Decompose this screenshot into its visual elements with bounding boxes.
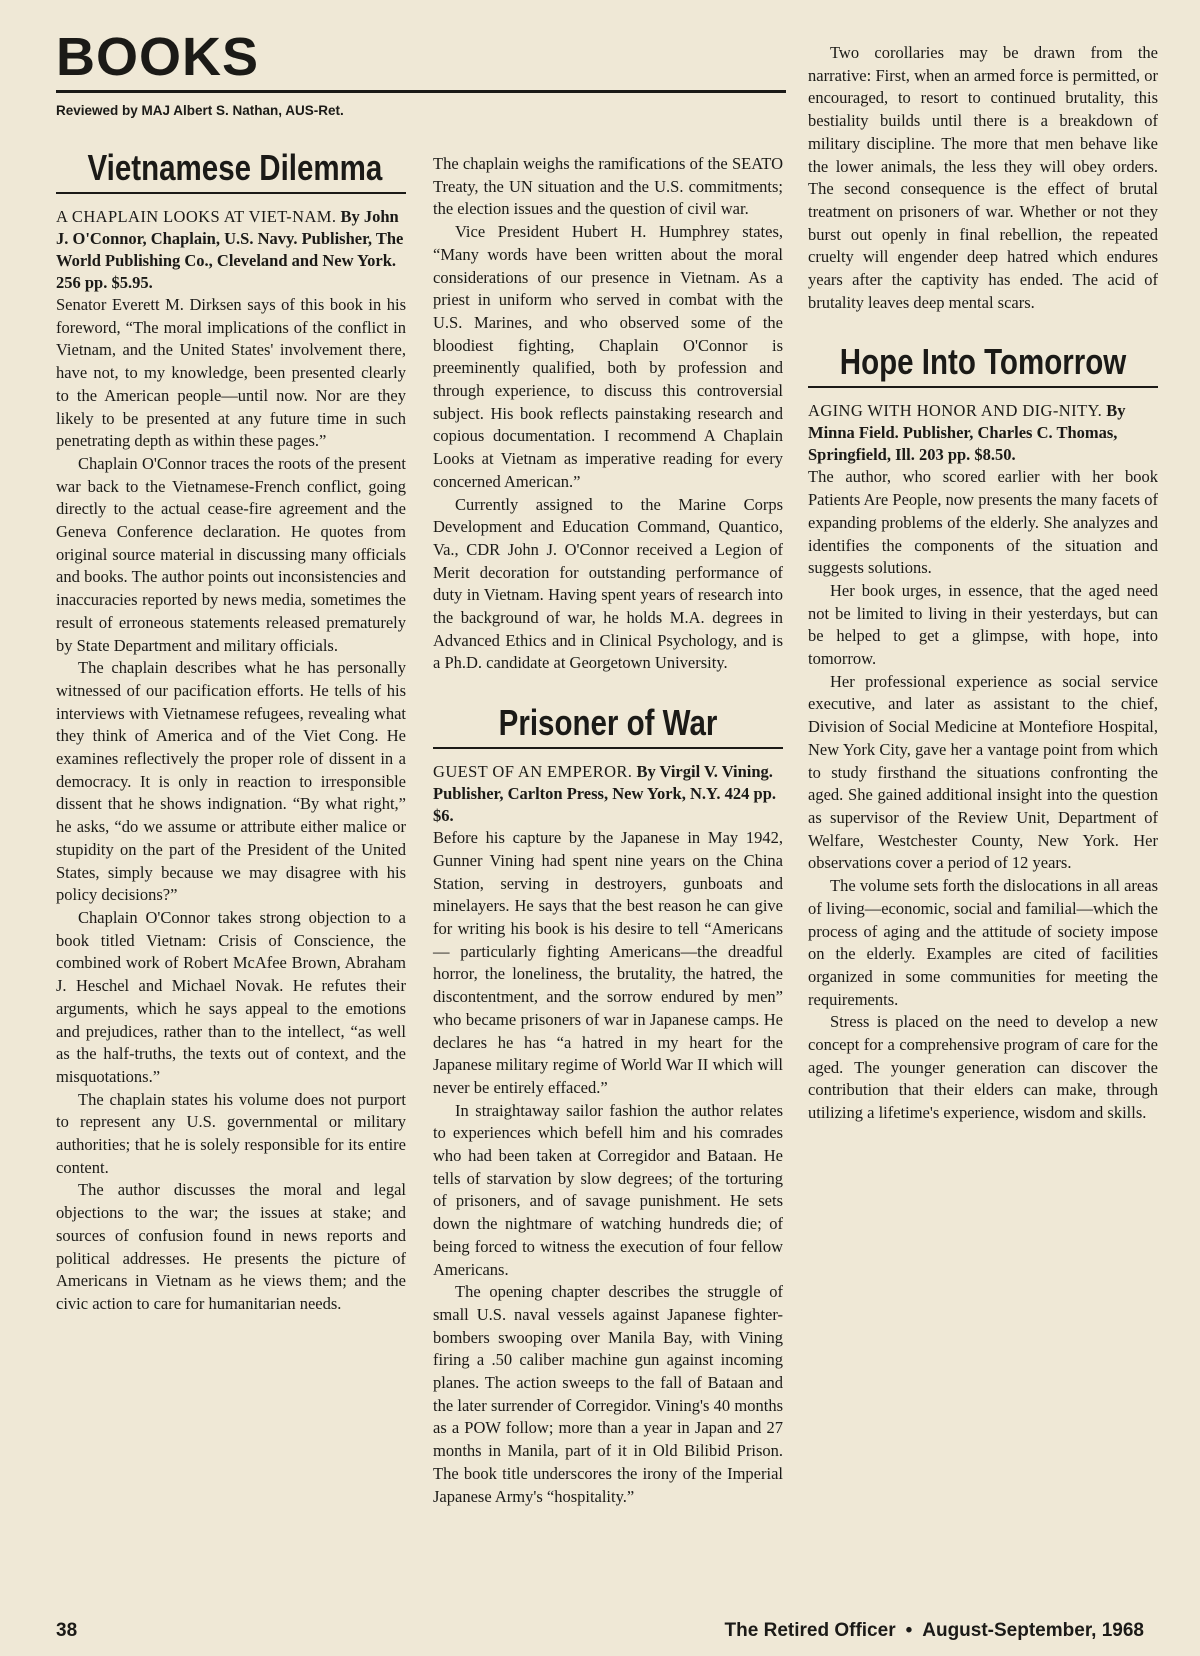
column-1 (56, 148, 406, 1316)
section-header (56, 28, 786, 118)
review-paragraph: The chaplain states his volume does not purport to represent any U.S. governmental or military authorities; that he is solely responsible for its entire content. (56, 1089, 406, 1177)
footer-bullet: • (905, 1620, 913, 1641)
review-paragraph: The volume sets forth the dislocations in all areas of living—economic, social and familial—which the process of aging and the attitude of society impose on the elderly. Examples are cited of facilities organized in some communities for meeting the requirements. (808, 876, 1158, 1009)
section-title: BOOKS (56, 27, 260, 87)
book-details: By Virgil V. Vining. Publisher, Carlton Press, New York, N.Y. 424 pp. $6. (433, 762, 777, 826)
review-paragraph: Stress is placed on the need to develop a new concept for a comprehensive program of care for the aged. The younger generation can discover the contribution that their elders can make, through utilizing a lifetime's experience, wisdom and skills. (808, 1012, 1158, 1123)
review-paragraph: Chaplain O'Connor traces the roots of the present war back to the Vietnamese-French conflict, going directly to the actual cease-fire agreement and the Geneva Conference declaration. He quotes from original source material in discussing many officials and books. The author points out inconsistencies and inaccuracies reported by news media, sometimes the result of erroneous statements released prematurely by State Department and military officials. (56, 453, 406, 655)
book-title: A CHAPLAIN LOOKS AT VIET-NAM. (56, 207, 337, 226)
column-2 (433, 153, 783, 1508)
issue-date: August-September, 1968 (922, 1620, 1144, 1641)
publication-name: The Retired Officer (724, 1620, 896, 1641)
review-title: Vietnamese Dilemma (87, 147, 383, 188)
review-paragraph: The chaplain describes what he has personally witnessed of our pacification efforts. He tells of his interviews with Vietnamese refugees, revealing what they think of America and of the Viet Cong. He examines reflectively the proper role of dissent in a democracy. It is only in reaction to irresponsible dissent that he shows indignation. “By what right,” he asks, “do we assume or attribute either malice or stupidity on the part of the President of the United States, simply because we may disagree with his policy decisions?” (56, 658, 406, 905)
book-details: By John J. O'Connor, Chaplain, U.S. Navy. Publisher, The World Publishing Co., Cleveland and New York. 256 pp. $5.95. (56, 207, 404, 292)
review-title: Hope Into Tomorrow (839, 341, 1127, 383)
review-prisoner-of-war (433, 703, 783, 1508)
title-rule (808, 386, 1158, 388)
title-rule (56, 192, 406, 194)
review-paragraph: Chaplain O'Connor takes strong objection to a book titled Vietnam: Crisis of Conscience, the combined work of Robert McAfee Brown, Abraham J. Heschel and Michael Novak. He refutes their arguments, which he says appeal to the emotions and prejudices, rather than to the intellect, “as well as the half-truths, the texts out of context, and the misquotations.” (56, 907, 406, 1086)
book-title: GUEST OF AN EMPEROR. (433, 762, 633, 782)
review-paragraph: Two corollaries may be drawn from the narrative: First, when an armed force is permitted, or encouraged, to resort to continued brutality, this bestiality builds until there is a breakdown of military discipline. The more that men behave like the lower animals, the less they will obey orders. The second consequence is the effect of brutal treatment on prisoners of war. Whether or not they burst out openly in final rebellion, the repeated cruelty will engender deep hatred which endures years after the captivity has ended. The acid of brutality leaves deep mental scars. (808, 43, 1158, 312)
review-paragraph: In straightaway sailor fashion the author relates to experiences which befell him and his comrades who had been taken at Corregidor and Bataan. He tells of starvation by slow degrees; of the torturing of prisoners, and of savage punishment. He sets down the nightmare of watching hundreds die; of being forced to witness the execution of four fellow Americans. (433, 1100, 783, 1279)
review-title: Prisoner of War (498, 702, 718, 744)
review-paragraph: Her book urges, in essence, that the aged need not be limited to living in their yesterdays, but can be helped to get a glimpse, with hope, into tomorrow. (808, 580, 1158, 669)
review-paragraph: Senator Everett M. Dirksen says of this book in his foreword, “The moral implications of the conflict in Vietnam, and the United States' involvement there, have not, to my knowledge, been presented clearly to the American people—until now. Nor are they likely to be presented at any future time in such penetrating depth as within these pages.” (56, 295, 406, 451)
review-hope-into-tomorrow (808, 342, 1158, 1124)
footer-publication-info (725, 1620, 1144, 1642)
review-paragraph: Currently assigned to the Marine Corps Development and Education Command, Quantico, Va., CDR John J. O'Connor received a Legion of Merit decoration for outstanding performance of duty in Vietnam. Having spent years of research into the background of war, he holds M.A. degrees in Advanced Ethics and in Clinical Psychology, and is a Ph.D. candidate at Georgetown University. (433, 494, 783, 673)
book-citation (56, 206, 406, 294)
review-paragraph: Before his capture by the Japanese in May 1942, Gunner Vining had spent nine years on the China Station, serving in destroyers, gunboats and minelayers. He says that the best reason he can give for writing his book is his desire to tell “Americans — particularly fighting Americans—the dreadful horror, the loneliness, the brutality, the hatred, the discontentment, and the sorrow endured by men” who became prisoners of war in Japanese camps. He declares he has “a hatred in my heart for the Japanese military regime of World War II which will never be entirely effaced.” (433, 828, 783, 1097)
review-paragraph: The author discusses the moral and legal objections to the war; the issues at stake; and sources of confusion found in news reports and political addresses. He presents the picture of Americans in Vietnam as he views them; and the civic action to care for humanitarian needs. (56, 1180, 406, 1313)
page-number: 38 (56, 1620, 78, 1641)
review-vietnamese-dilemma (56, 148, 406, 1316)
review-paragraph: Vice President Hubert H. Humphrey states, “Many words have been written about the moral considerations of our presence in Vietnam. As a priest in uniform who served in combat with the U.S. Marines, and who observed some of the bloodiest fighting, Chaplain O'Connor is preeminently qualified, both by profession and through experience, to discuss this controversial subject. His book reflects painstaking research and copious documentation. I recommend A Chaplain Looks at Vietnam as imperative reading for every concerned American.” (433, 222, 783, 491)
book-details: By Minna Field. Publisher, Charles C. Thomas, Springfield, Ill. 203 pp. $8.50. (808, 401, 1126, 465)
book-title: AGING WITH HONOR AND DIG-NITY. (808, 401, 1103, 421)
review-paragraph: The author, who scored earlier with her book Patients Are People, now presents the many facets of expanding problems of the elderly. She analyzes and identifies the components of the situation and suggests solutions. (808, 467, 1158, 578)
book-citation (808, 400, 1158, 466)
review-paragraph: Her professional experience as social service executive, and later as assistant to the chief, Division of Social Medicine at Montefiore Hospital, New York City, gave her a vantage point from which to study firsthand the situations confronting the aged. She gained additional insight into the question as supervisor of the Review Unit, Department of Welfare, Westchester County, New York. Her observations cover a period of 12 years. (808, 671, 1158, 873)
reviewer-byline: Reviewed by MAJ Albert S. Nathan, AUS-Ret. (56, 103, 344, 118)
book-citation (433, 761, 783, 827)
review-paragraph: The opening chapter describes the struggle of small U.S. naval vessels against Japanese fighter-bombers swooping over Manila Bay, with Vining firing a .50 caliber machine gun against incoming planes. The action sweeps to the fall of Bataan and the later surrender of Corregidor. Vining's 40 months as a POW follow; more than a year in Japan and 27 months in Manila, part of it in Old Bilibid Prison. The book title underscores the irony of the Imperial Japanese Army's “hospitality.” (433, 1282, 783, 1506)
header-rule (56, 90, 786, 93)
title-rule (433, 747, 783, 749)
review-paragraph: The chaplain weighs the ramifications of the SEATO Treaty, the UN situation and the U.S. commitments; the election issues and the question of civil war. (433, 154, 783, 219)
column-3 (808, 42, 1158, 1125)
